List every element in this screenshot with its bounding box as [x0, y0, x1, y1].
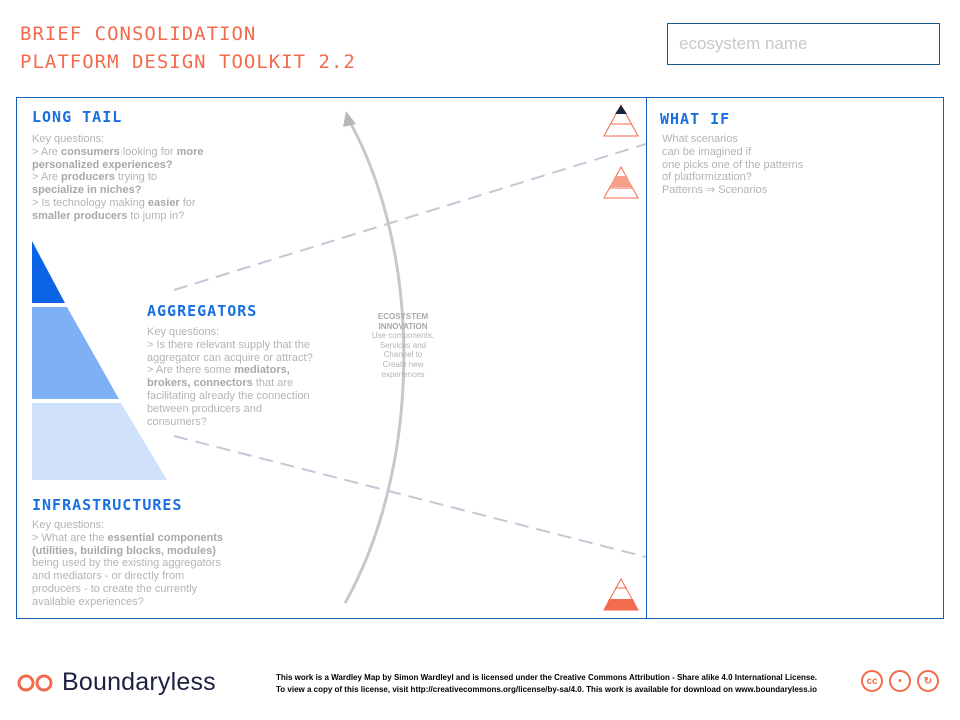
text: Patterns ⇒ Scenarios: [662, 184, 768, 197]
text-bold: more: [176, 145, 204, 158]
brand-name: Boundaryless: [62, 668, 216, 696]
kq-label: Key questions:: [32, 519, 105, 531]
aggregators-heading: AGGREGATORS: [147, 302, 258, 320]
text: > Are there some: [147, 364, 235, 377]
long-tail-heading: LONG TAIL: [32, 108, 123, 126]
small-pyramid-icon-bottom: [604, 579, 638, 610]
text: > Is technology making: [32, 196, 148, 209]
text-bold: brokers, connectors: [147, 377, 253, 390]
text: between producers and: [147, 402, 262, 415]
what-if-text: [662, 133, 803, 197]
pyramid-middle: [32, 307, 119, 399]
text: producers - to create the currently: [32, 582, 198, 595]
text: Services and: [379, 340, 427, 350]
text: What scenarios: [662, 133, 738, 145]
text: consumers?: [147, 415, 207, 428]
text: to jump in?: [127, 209, 185, 222]
text: one picks one of the patterns: [662, 158, 804, 171]
innovation-arrowhead: [343, 111, 356, 127]
kq-label: Key questions:: [147, 326, 220, 338]
text: available experiences?: [32, 595, 144, 608]
text-bold: easier: [147, 196, 180, 209]
text: To view a copy of this license, visit http://creativecommons.org/license/by-sa/4.0. This work is available for download on www.boundaryless.io: [276, 685, 818, 694]
text-bold: (utilities, building blocks, modules): [32, 544, 216, 557]
title-line-1: BRIEF CONSOLIDATION: [20, 23, 257, 45]
text: aggregator can acquire or attract?: [147, 351, 313, 364]
ecosystem-innovation-label: [352, 312, 454, 379]
text: Use components,: [371, 331, 435, 341]
text-bold: essential components: [107, 531, 224, 544]
what-if-heading: WHAT IF: [660, 110, 731, 128]
text: experiences: [381, 369, 425, 379]
text: that are: [252, 377, 294, 390]
text: and mediators - or directly from: [32, 570, 185, 583]
text: > Is there relevant supply that the: [147, 338, 310, 351]
attribution-icon: •: [889, 670, 911, 692]
text-bold: mediators,: [234, 364, 290, 377]
text: > Are: [32, 171, 62, 184]
boundaryless-logo: [16, 668, 216, 697]
pyramid-top: [32, 241, 65, 303]
text: ECOSYSTEM: [377, 312, 429, 321]
text: > What are the: [32, 531, 108, 544]
text: facilitating already the connection: [147, 389, 310, 402]
text: INNOVATION: [378, 321, 428, 331]
text: Create new: [382, 359, 424, 369]
text-bold: smaller producers: [32, 209, 128, 222]
dashed-line-lower: [174, 436, 646, 557]
infrastructures-questions: [32, 519, 223, 609]
text-bold: personalized experiences?: [32, 158, 173, 171]
text-bold: specialize in niches?: [32, 184, 142, 197]
aggregators-questions: [147, 326, 313, 428]
infinity-icon: [16, 673, 54, 693]
text: of platformization?: [662, 171, 752, 184]
text-bold: producers: [61, 171, 115, 184]
cc-icon: cc: [861, 670, 883, 692]
share-alike-icon: ↻: [917, 670, 939, 692]
cc-badges: [861, 670, 939, 692]
infrastructures-heading: INFRASTRUCTURES: [32, 496, 183, 514]
title-line-2: PLATFORM DESIGN TOOLKIT 2.2: [20, 51, 356, 73]
text: Channel to: [383, 350, 423, 360]
text-bold: consumers: [61, 145, 120, 158]
dashed-line-upper: [174, 144, 646, 290]
text: looking for: [119, 145, 177, 158]
license-text: [276, 672, 817, 696]
kq-label: Key questions:: [32, 133, 105, 145]
small-pyramid-icon-middle: [604, 167, 638, 198]
long-tail-questions: [32, 133, 204, 223]
small-pyramid-icon-top: [604, 105, 638, 136]
text: for: [179, 196, 196, 209]
text: can be imagined if: [662, 145, 752, 158]
text: being used by the existing aggregators: [32, 557, 221, 570]
text: > Are: [32, 145, 62, 158]
text: This work is a Wardley Map by Simon Wardleyl and is licensed under the Creative Commons Attribution - Share alike 4.0 International License.: [276, 673, 818, 682]
text: trying to: [114, 171, 158, 184]
